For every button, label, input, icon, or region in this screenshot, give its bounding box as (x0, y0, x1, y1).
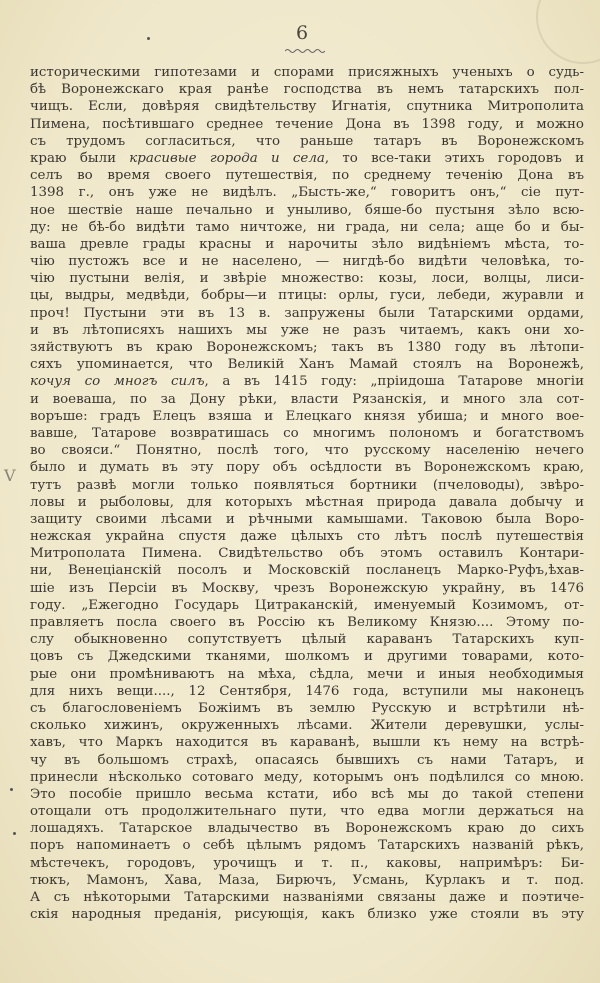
text-segment: ловы и рыболовы, для которыхъ мѣстная природа давала добычу и (30, 494, 584, 510)
text-segment: поръ напоминаетъ о себѣ цѣлымъ рядомъ Татарскихъ названій рѣкъ, (30, 838, 584, 854)
italic-text: красивые города и села (129, 150, 325, 166)
text-segment: цовъ съ Джедскими тканями, шолкомъ и другими товарами, кото- (30, 649, 584, 665)
text-segment: чію пустыни велія, и звѣріе множество: козы, лоси, волцы, лиси- (30, 271, 584, 287)
text-line (30, 511, 584, 528)
wavy-ornament (285, 48, 325, 54)
text-segment: А съ нѣкоторыми Татарскими названіями связаны даже и поэтиче- (30, 890, 584, 905)
text-segment: Пимена, посѣтившаго среднее течение Дона въ 1398 году, и можно (30, 116, 584, 132)
text-line (30, 322, 584, 339)
text-line (30, 528, 584, 545)
text-line (30, 425, 584, 442)
margin-mark: V (4, 466, 16, 485)
text-segment: во свояси.“ Понятно, послѣ того, что русскому населенію нечего (30, 443, 584, 459)
text-segment: , а въ 1415 году: „пріидоша Татарове многіи (204, 374, 585, 390)
text-line (30, 270, 584, 287)
text-segment: чію пустожъ все и не населено, — нигдѣ-бо видѣти человѣка, то- (30, 254, 584, 270)
text-line (30, 150, 584, 167)
text-line (30, 116, 584, 133)
text-segment: чищъ. Если, довѣряя свидѣтельству Игнатія, спутника Митрополита (30, 99, 584, 115)
body-text (30, 64, 584, 923)
text-segment: шіе изъ Персіи въ Москву, чрезъ Воронежскую украйну, въ 1476 (30, 580, 584, 596)
text-segment: мѣстечекъ, городовъ, урочищъ и т. п., каковы, напримѣръ: Би- (30, 855, 584, 871)
text-segment: проч! Пустыни эти въ 13 в. запружены были Татарскими ордами, (30, 305, 584, 321)
text-segment: ни, Венеціанскій посолъ и Московскій посланецъ Марко-Руфъ,ѣхав- (30, 563, 584, 579)
text-segment: Это пособіе пришло весьма кстати, ибо всѣ мы до такой степени (30, 786, 584, 802)
text-line (30, 167, 584, 184)
margin-dot (13, 832, 16, 835)
text-segment: селъ во время своего путешествія, по среднему теченію Дона въ (30, 168, 584, 184)
text-segment: тутъ развѣ могли только появляться бортники (пчеловоды), звѣро- (30, 477, 584, 493)
text-line (30, 202, 584, 219)
text-segment: бѣ Воронежскаго края ранѣе господства въ немъ татарскихъ пол- (30, 82, 584, 98)
text-line (30, 236, 584, 253)
text-segment: съ трудомъ согласиться, что раньше татаръ въ Воронежскомъ (30, 133, 584, 149)
text-line (30, 769, 584, 786)
text-segment: зяйствуютъ въ краю Воронежскомъ; такъ въ 1380 году въ лѣтопи- (30, 340, 584, 355)
text-segment: сяхъ упоминается, что Великій Ханъ Мамай стоялъ на Воронежѣ, (30, 357, 584, 373)
text-line (30, 562, 584, 579)
text-line (30, 786, 584, 803)
text-line (30, 889, 584, 906)
text-line (30, 98, 584, 115)
text-segment: было и думать въ эту пору объ осѣдлости въ Воронежскомъ краю, (30, 460, 584, 476)
text-line (30, 906, 584, 923)
text-line (30, 408, 584, 425)
page-number: 6 (296, 22, 309, 44)
text-line (30, 287, 584, 304)
text-segment: правляетъ посла своего въ Россію къ Великому Князю.... Этому по- (30, 615, 584, 630)
text-segment: , то все-таки этихъ городовъ и (324, 150, 584, 166)
text-segment: рые они промѣниваютъ на мѣха, сѣдла, мечи и иныя необходимыя (30, 666, 584, 682)
text-segment: году. „Ежегодно Государь Цитраканскій, именуемый Козимомъ, от- (30, 597, 584, 613)
text-line (30, 734, 584, 751)
text-segment: историческими гипотезами и спорами присяжныхъ ученыхъ о судь- (30, 65, 584, 80)
text-segment: для нихъ вещи...., 12 Сентября, 1476 года, вступили мы наконецъ (30, 683, 584, 699)
text-segment: ду: не бѣ-бо видѣти тамо ничтоже, ни града, ни села; аще бо и бы- (30, 219, 584, 235)
text-line (30, 442, 584, 459)
text-segment: ное шествіе наше печально и уныливо, бяше-бо пустыня зѣло всю- (30, 202, 584, 218)
text-segment: чу въ большомъ страхѣ, опасаясь бывшихъ съ нами Татаръ, и (30, 752, 584, 768)
text-line (30, 459, 584, 476)
text-line (30, 373, 584, 390)
text-segment: и воеваша, по за Дону рѣки, власти Рязанскія, и много зла сот- (30, 391, 584, 407)
text-line (30, 683, 584, 700)
text-segment: отощали отъ продолжительнаго пути, что едва могли держаться на (30, 804, 584, 820)
text-line (30, 339, 584, 356)
text-segment: цы, выдры, медвѣди, бобры—и птицы: орлы, гуси, лебеди, журавли и (30, 288, 584, 304)
text-line (30, 855, 584, 872)
text-segment: принесли нѣсколько сотоваго меду, которымъ онъ подѣлился со мною. (30, 769, 584, 785)
text-segment: лошадяхъ. Татарское владычество въ Воронежскомъ краю до сихъ (30, 821, 584, 837)
text-line (30, 803, 584, 820)
text-segment: воръше: градъ Елецъ взяша и Елецкаго князя убиша; и много вое- (30, 408, 584, 424)
text-line (30, 545, 584, 562)
text-line (30, 717, 584, 734)
text-segment: ваша древле грады красны и нарочиты зѣло видѣніемъ мѣста, то- (30, 236, 584, 252)
text-line (30, 133, 584, 150)
text-line (30, 820, 584, 837)
text-line (30, 81, 584, 98)
text-line (30, 64, 584, 81)
text-line (30, 648, 584, 665)
text-line (30, 700, 584, 717)
text-line (30, 872, 584, 889)
text-segment: скія народныя преданія, рисующія, какъ близко уже стояли въ эту (30, 907, 584, 923)
text-line (30, 184, 584, 201)
text-line (30, 580, 584, 597)
text-segment: нежская украйна спустя даже цѣлыхъ сто лѣтъ послѣ путешествія (30, 529, 584, 545)
text-segment: съ благословеніемъ Божіимъ въ землю Русскую и встрѣтили нѣ- (30, 700, 584, 716)
text-line (30, 494, 584, 511)
text-segment: краю были (30, 150, 130, 166)
margin-dot (10, 788, 13, 791)
text-line (30, 666, 584, 683)
text-line (30, 837, 584, 854)
text-segment: 1398 г., онъ уже не видѣлъ. „Бысть-же,“ говоритъ онъ,“ сіе пут- (30, 185, 584, 201)
text-line (30, 391, 584, 408)
text-line (30, 253, 584, 270)
text-line (30, 614, 584, 631)
text-line (30, 305, 584, 322)
text-segment: защиту своими лѣсами и рѣчными камышами. Таковою была Воро- (30, 511, 584, 527)
text-line (30, 477, 584, 494)
text-segment: вавше, Татарове возвратишась со многимъ полономъ и богатствомъ (30, 425, 584, 441)
text-line (30, 356, 584, 373)
text-line (30, 752, 584, 769)
ink-speck (147, 37, 150, 40)
text-segment: сколько хижинъ, окруженныхъ лѣсами. Жители деревушки, услы- (30, 718, 584, 734)
text-segment: слу обыкновенно сопутствуетъ цѣлый караванъ Татарскихъ куп- (30, 632, 584, 648)
text-segment: Митрополата Пимена. Свидѣтельство объ этомъ оставилъ Контари- (30, 546, 584, 562)
text-line (30, 597, 584, 614)
text-line (30, 219, 584, 236)
text-segment: тюкъ, Мамонъ, Хава, Маза, Бирючъ, Усмань, Курлакъ и т. под. (30, 872, 584, 888)
text-segment: хавъ, что Маркъ находится въ караванѣ, вышли къ нему на встрѣ- (30, 735, 584, 751)
text-segment: и въ лѣтописяхъ нашихъ мы уже не разъ читаемъ, какъ они хо- (30, 322, 584, 338)
italic-text: кочуя со многъ силъ (30, 374, 205, 390)
text-line (30, 631, 584, 648)
